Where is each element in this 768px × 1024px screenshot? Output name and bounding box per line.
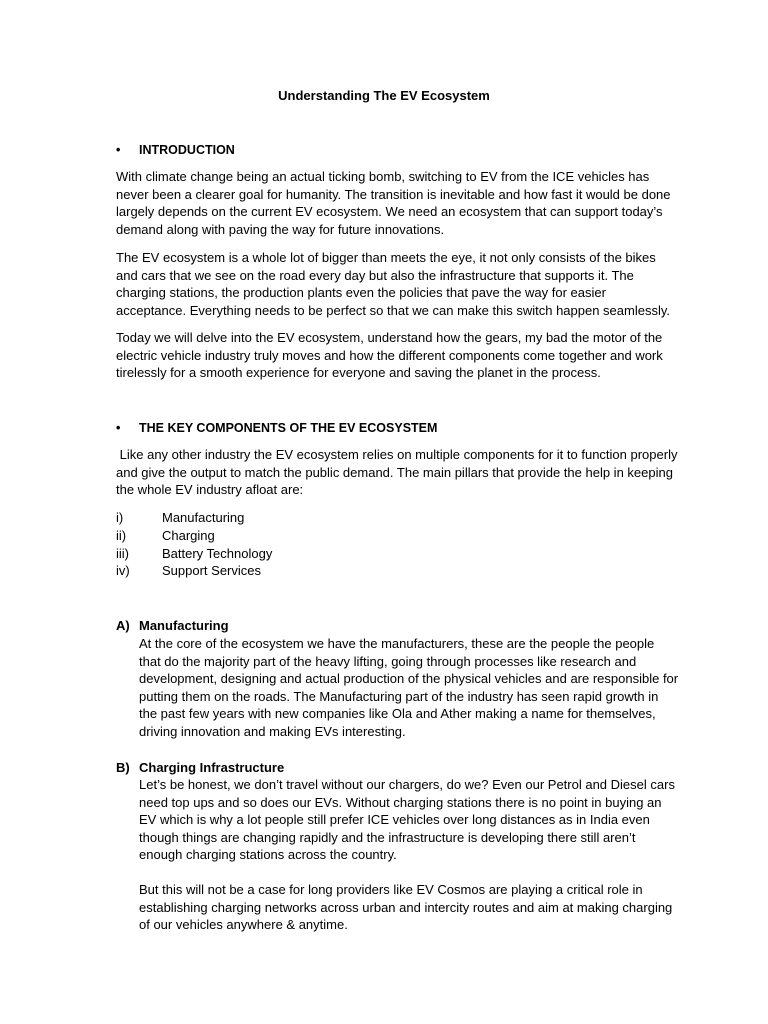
intro-paragraph-3: Today we will delve into the EV ecosystem, understand how the gears, my bad the motor of the electric vehicle industry truly moves and how the different components come together and work tirelessly for a smooth experience for everyone and saving the planet in the process. <box>116 330 663 381</box>
introduction-heading-text: INTRODUCTION <box>139 143 235 157</box>
list-item-label: Manufacturing <box>162 510 245 525</box>
bullet-icon: • <box>116 143 121 157</box>
section-a-paragraph: At the core of the ecosystem we have the manufacturers, these are the people the people that do the majority part of the heavy lifting, going through processes like research and development, designing and actual production of the physical vehicles and are responsible for putting them on the roads. The Manufacturing part of the industry has seen rapid growth in the past few years with new companies like Ola and Ather making a name for themselves, driving innovation and making EVs interesting. <box>139 636 679 739</box>
list-item-label: Battery Technology <box>162 545 273 561</box>
list-item-number: i) <box>116 510 124 525</box>
list-item-label: Charging <box>162 527 215 543</box>
list-item-number: ii) <box>116 527 127 543</box>
intro-paragraph-2: The EV ecosystem is a whole lot of bigger than meets the eye, it not only consists of the bikes and cars that we see on the road every day but also the infrastructure that supports it. The charging stations, the production plants even the policies that pave the way for easier acceptance. Everything needs to be perfect so that we can make this switch happen seamlessly. <box>116 250 671 318</box>
list-item-label: Support Services <box>162 563 261 579</box>
section-b-paragraph-2: But this will not be a case for long providers like EV Cosmos are playing a critical role in establishing charging networks across urban and intercity routes and aim at making charging of our vehicles anywhere & anytime. <box>139 882 673 933</box>
intro-paragraph-1: With climate change being an actual ticking bomb, switching to EV from the ICE vehicles has never been a clearer goal for humanity. The transition is inevitable and how fast it would be done largely depends on the current EV ecosystem. We need an ecosystem that can support today’s demand along with paving the way for future innovations. <box>116 169 671 237</box>
section-letter: A) <box>116 618 130 633</box>
key-components-heading-text: THE KEY COMPONENTS OF THE EV ECOSYSTEM <box>139 421 438 435</box>
bullet-icon: • <box>116 421 121 435</box>
section-name: Manufacturing <box>139 618 229 633</box>
section-name: Charging Infrastructure <box>139 760 285 775</box>
section-letter: B) <box>116 760 130 775</box>
section-b-paragraph-1: Let’s be honest, we don’t travel without our chargers, do we? Even our Petrol and Diesel cars need top ups and so does our EVs. Without charging stations there is no point in buying an EV which is why a lot people still prefer ICE vehicles over long distances as in India even though things are changing rapidly and the infrastructure is developing there still aren’t enough charging stations across the country. <box>139 777 675 863</box>
key-components-intro: Like any other industry the EV ecosystem relies on multiple components for it to function properly and give the output to match the public demand. The main pillars that provide the help in keeping the whole EV industry afloat are: <box>116 447 682 498</box>
list-item-number: iv) <box>116 563 130 579</box>
list-item-number: iii) <box>116 545 129 561</box>
document-title: Understanding The EV Ecosystem <box>278 88 490 103</box>
